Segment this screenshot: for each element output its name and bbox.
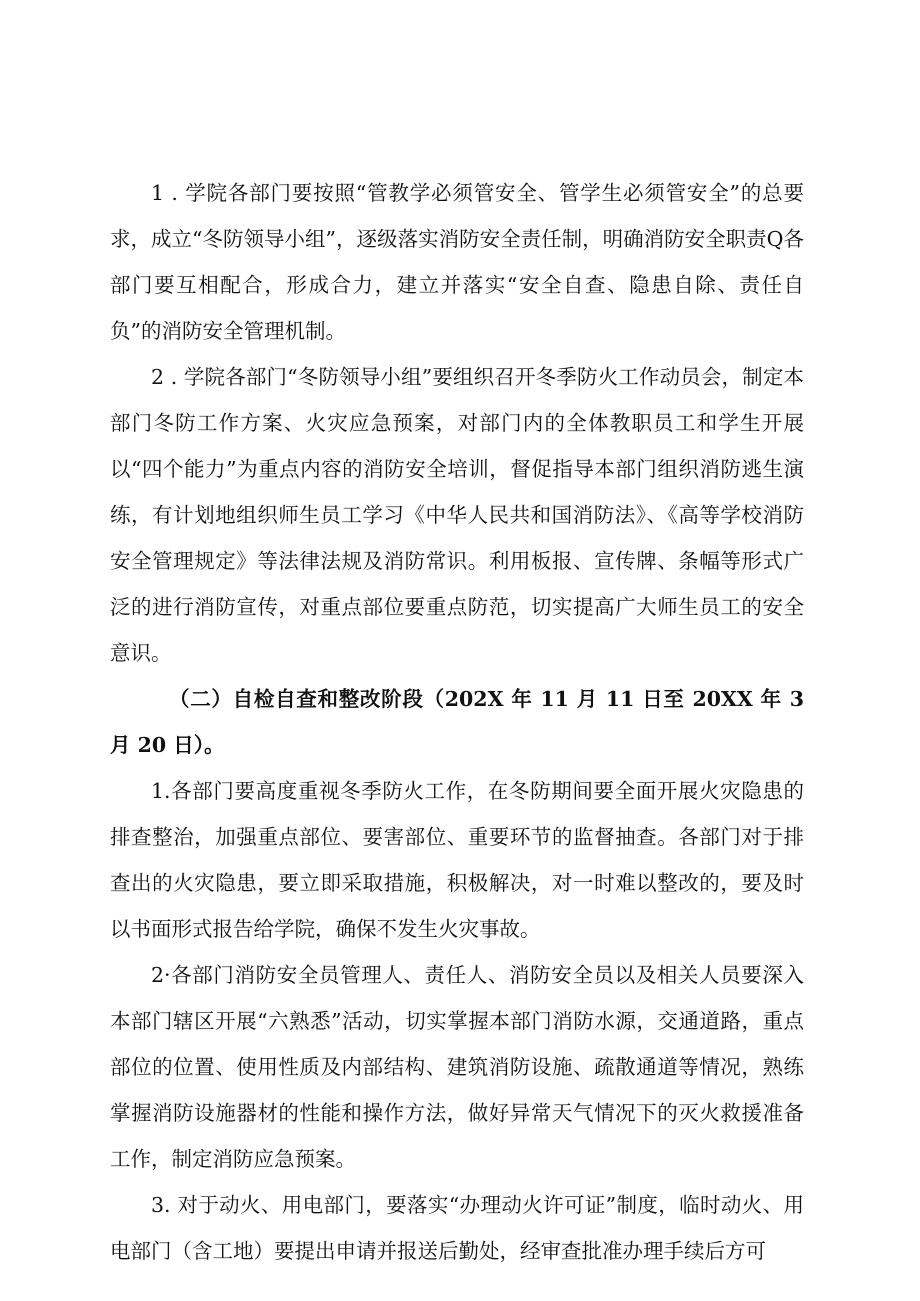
section-paragraph-1: 1.各部门要高度重视冬季防火工作，在冬防期间要全面开展火灾隐患的排查整治，加强重点部位、要害部位、重要环节的监督抽查。各部门对于排查出的火灾隐患，要立即采取措施，积极解决，对一时难以整改的，要及时以书面形式报告给学院，确保不发生火灾事故。 xyxy=(110,779,804,941)
paragraph-1: 1 . 学院各部门要按照“管教学必须管安全、管学生必须管安全”的总要求，成立“冬防领导小组”，逐级落实消防安全责任制，明确消防安全职责Q各部门要互相配合，形成合力，建立并落实“安全自查、隐患自除、责任自负”的消防安全管理机制。 xyxy=(110,181,804,343)
section-heading: （二）自检自查和整改阶段（202X 年 11 月 11 日至 20XX 年 3 月 20 日）。 xyxy=(110,687,804,757)
section-paragraph-3: 3. 对于动火、用电部门，要落实“办理动火许可证”制度，临时动火、用电部门（含工地）要提出申请并报送后勤处，经审查批准办理手续后方可 xyxy=(110,1193,804,1263)
section-paragraph-2: 2·各部门消防安全员管理人、责任人、消防安全员以及相关人员要深入本部门辖区开展“六熟悉”活动，切实掌握本部门消防水源，交通道路，重点部位的位置、使用性质及内部结构、建筑消防设施、疏散通道等情况，熟练掌握消防设施器材的性能和操作方法，做好异常天气情况下的灭火救援准备工作，制定消防应急预案。 xyxy=(110,963,804,1171)
paragraph-2: 2 . 学院各部门“冬防领导小组”要组织召开冬季防火工作动员会，制定本部门冬防工作方案、火灾应急预案，对部门内的全体教职员工和学生开展以“四个能力”为重点内容的消防安全培训，督促指导本部门组织消防逃生演练，有计划地组织师生员工学习《中华人民共和国消防法》、《高等学校消防安全管理规定》等法律法规及消防常识。利用板报、宣传牌、条幅等形式广泛的进行消防宣传，对重点部位要重点防范，切实提高广大师生员工的安全意识。 xyxy=(110,365,804,665)
document-body xyxy=(110,170,804,1274)
